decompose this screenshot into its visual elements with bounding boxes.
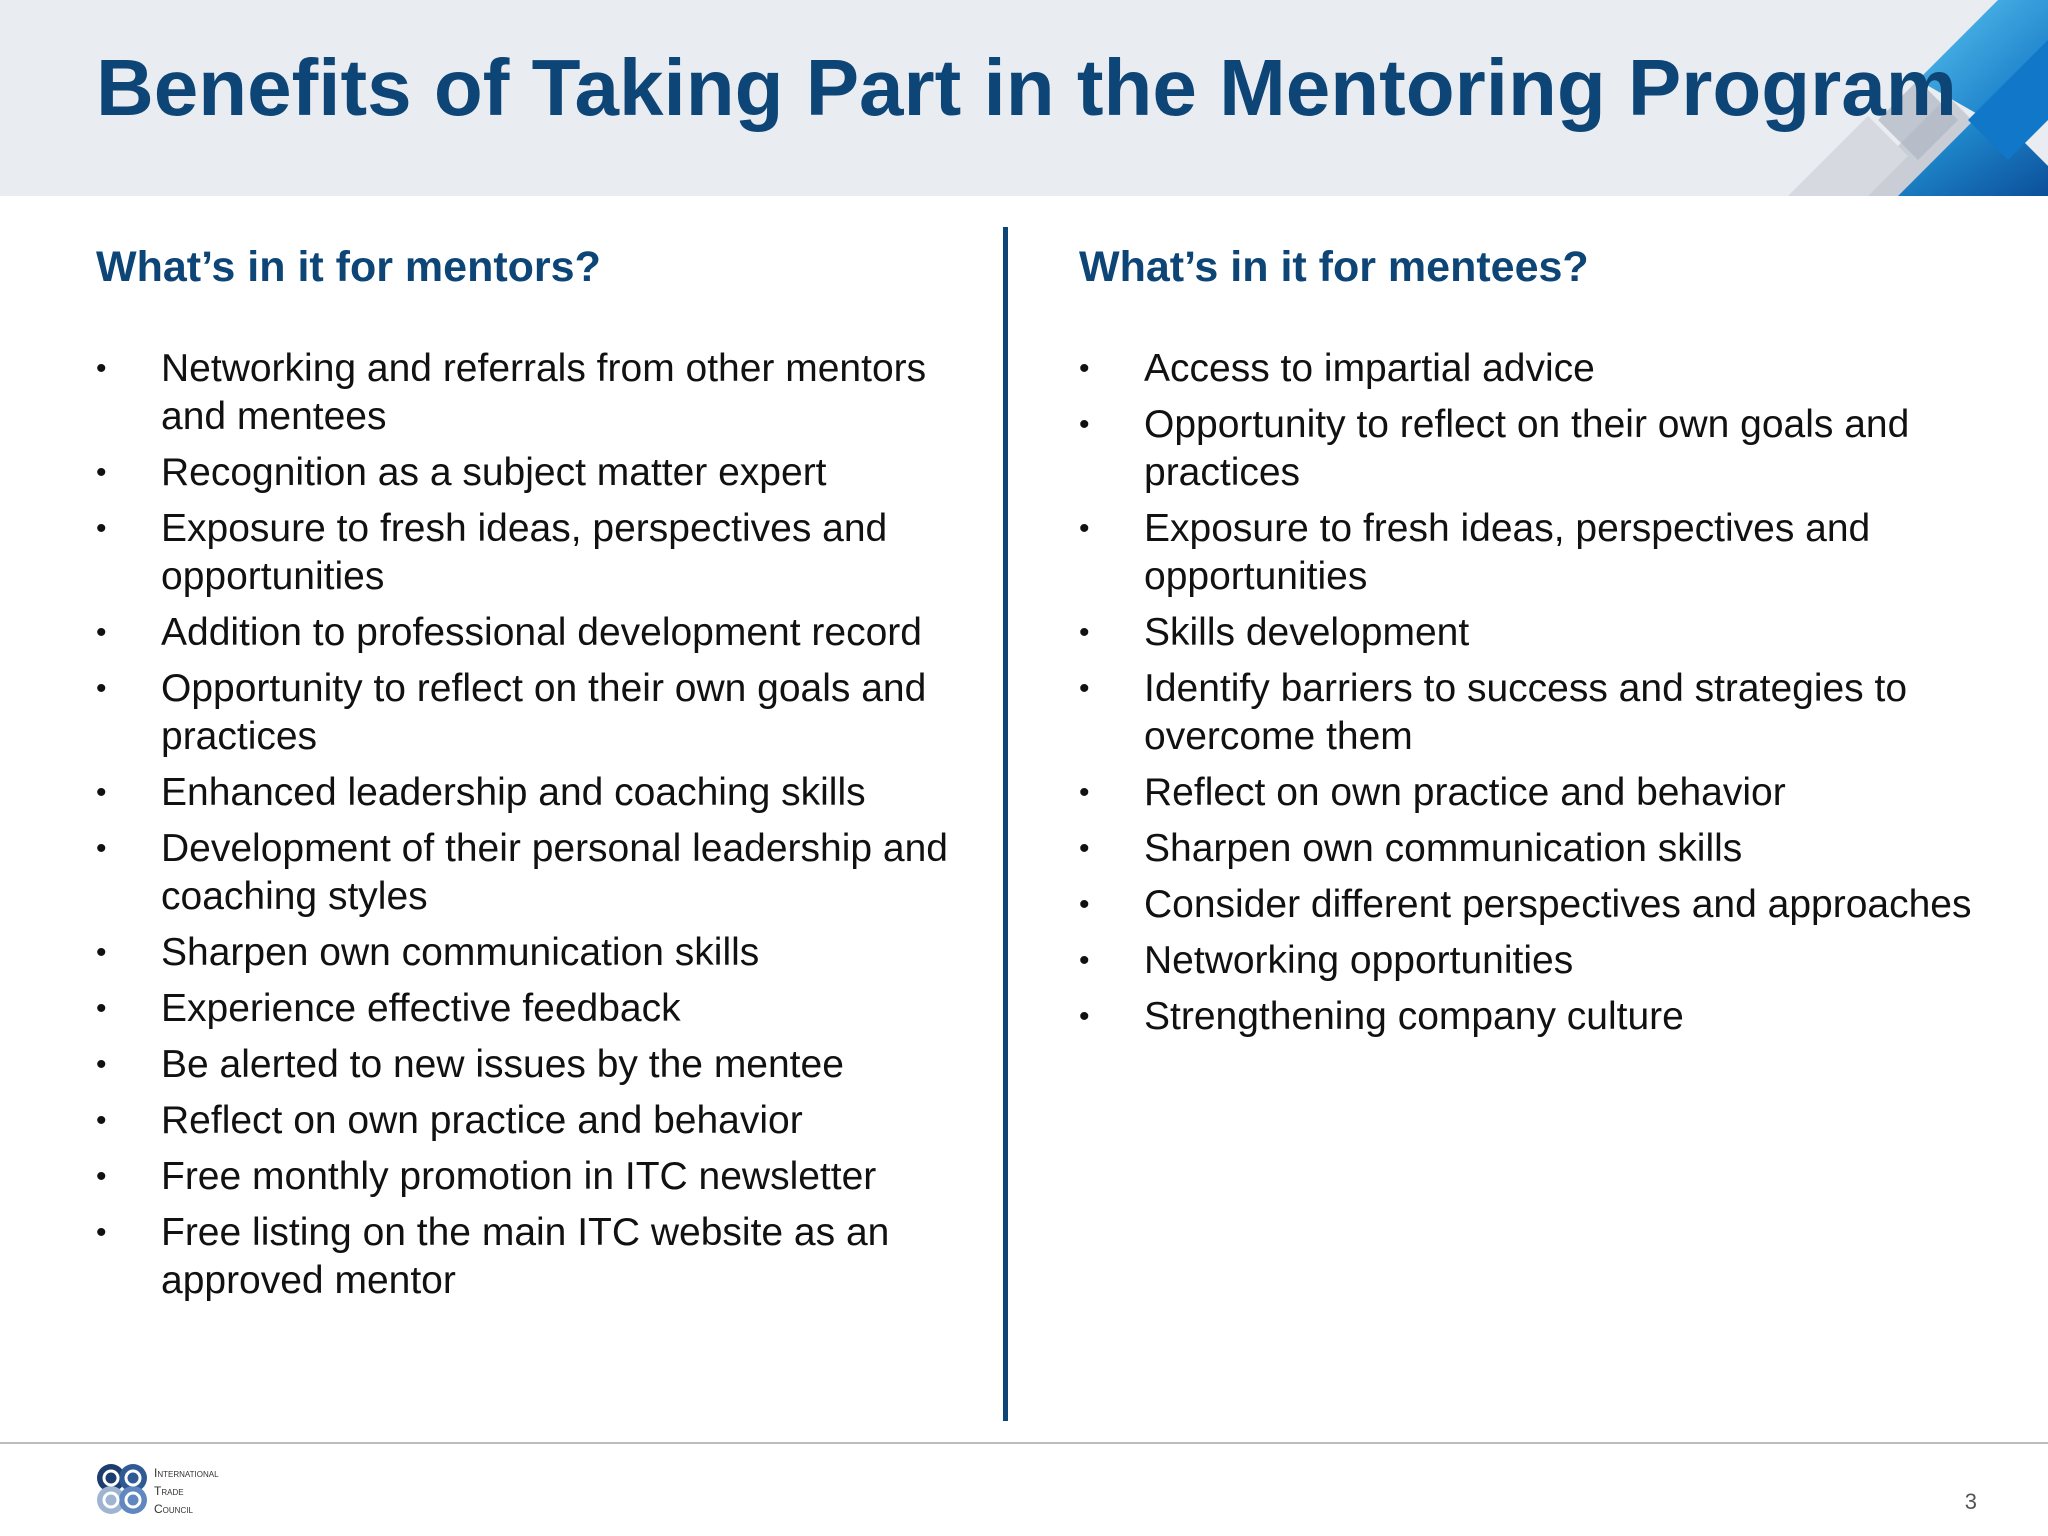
mentees-heading: What’s in it for mentees? bbox=[1079, 243, 1589, 291]
logo-line-1: International bbox=[154, 1466, 219, 1480]
bullet-text: Sharpen own communication skills bbox=[1144, 827, 1743, 870]
bullet-dot-icon: • bbox=[1079, 1000, 1090, 1033]
bullet-item bbox=[1079, 993, 2014, 1041]
bullet-item bbox=[96, 665, 976, 761]
bullet-dot-icon: • bbox=[1079, 944, 1090, 977]
bullet-item bbox=[96, 929, 976, 977]
mentors-column bbox=[96, 236, 976, 1302]
bullet-text: Reflect on own practice and behavior bbox=[1144, 771, 1786, 814]
bullet-text: Development of their personal leadership and coaching styles bbox=[161, 827, 948, 918]
bullet-text: Consider different perspectives and approaches bbox=[1144, 883, 1972, 926]
bullet-dot-icon: • bbox=[96, 992, 107, 1025]
footer-divider bbox=[0, 1442, 2048, 1444]
itc-logo-mark-icon bbox=[94, 1461, 150, 1517]
itc-logo-text bbox=[154, 1464, 219, 1518]
bullet-item bbox=[96, 825, 976, 921]
bullet-dot-icon: • bbox=[96, 512, 107, 545]
bullet-item bbox=[96, 1041, 976, 1089]
bullet-dot-icon: • bbox=[96, 352, 107, 385]
bullet-item bbox=[96, 345, 976, 441]
bullet-text: Opportunity to reflect on their own goals and practices bbox=[161, 667, 927, 758]
bullet-text: Networking opportunities bbox=[1144, 939, 1574, 982]
bullet-dot-icon: • bbox=[96, 616, 107, 649]
mentors-benefits-list bbox=[96, 345, 976, 1313]
bullet-dot-icon: • bbox=[96, 832, 107, 865]
bullet-text: Exposure to fresh ideas, perspectives and opportunities bbox=[1144, 507, 1871, 598]
bullet-dot-icon: • bbox=[96, 1216, 107, 1249]
bullet-dot-icon: • bbox=[96, 936, 107, 969]
bullet-item bbox=[1079, 825, 2014, 873]
mentors-heading: What’s in it for mentors? bbox=[96, 243, 601, 291]
bullet-text: Exposure to fresh ideas, perspectives and opportunities bbox=[161, 507, 888, 598]
bullet-dot-icon: • bbox=[1079, 512, 1090, 545]
bullet-dot-icon: • bbox=[1079, 408, 1090, 441]
bullet-dot-icon: • bbox=[1079, 776, 1090, 809]
bullet-dot-icon: • bbox=[96, 672, 107, 705]
bullet-text: Identify barriers to success and strategies to overcome them bbox=[1144, 667, 1908, 758]
bullet-dot-icon: • bbox=[1079, 888, 1090, 921]
bullet-text: Recognition as a subject matter expert bbox=[161, 451, 827, 494]
bullet-text: Skills development bbox=[1144, 611, 1470, 654]
bullet-item bbox=[1079, 937, 2014, 985]
bullet-text: Enhanced leadership and coaching skills bbox=[161, 771, 866, 814]
bullet-item bbox=[96, 1153, 976, 1201]
bullet-item bbox=[96, 1097, 976, 1145]
bullet-item bbox=[1079, 665, 2014, 761]
column-divider bbox=[1003, 227, 1008, 1421]
bullet-text: Be alerted to new issues by the mentee bbox=[161, 1043, 844, 1086]
bullet-dot-icon: • bbox=[96, 776, 107, 809]
bullet-item bbox=[1079, 345, 2014, 393]
bullet-text: Access to impartial advice bbox=[1144, 347, 1595, 390]
title-banner bbox=[0, 0, 2048, 196]
bullet-dot-icon: • bbox=[1079, 352, 1090, 385]
logo-line-2: Trade bbox=[154, 1484, 184, 1498]
bullet-dot-icon: • bbox=[96, 1048, 107, 1081]
bullet-dot-icon: • bbox=[96, 1160, 107, 1193]
bullet-item bbox=[96, 609, 976, 657]
bullet-text: Addition to professional development record bbox=[161, 611, 922, 654]
bullet-item bbox=[96, 769, 976, 817]
bullet-dot-icon: • bbox=[1079, 672, 1090, 705]
bullet-item bbox=[1079, 401, 2014, 497]
bullet-item bbox=[1079, 505, 2014, 601]
bullet-item bbox=[1079, 769, 2014, 817]
mentees-column bbox=[1079, 236, 2014, 1038]
bullet-dot-icon: • bbox=[1079, 832, 1090, 865]
page-number: 3 bbox=[1964, 1489, 1977, 1514]
bullet-text: Strengthening company culture bbox=[1144, 995, 1684, 1038]
bullet-dot-icon: • bbox=[96, 456, 107, 489]
bullet-text: Free monthly promotion in ITC newsletter bbox=[161, 1155, 877, 1198]
bullet-dot-icon: • bbox=[96, 1104, 107, 1137]
bullet-item bbox=[96, 449, 976, 497]
slide-title: Benefits of Taking Part in the Mentoring Program bbox=[96, 43, 1957, 132]
bullet-text: Opportunity to reflect on their own goals and practices bbox=[1144, 403, 1910, 494]
logo-line-3: Council bbox=[154, 1502, 193, 1516]
bullet-item bbox=[1079, 609, 2014, 657]
bullet-text: Reflect on own practice and behavior bbox=[161, 1099, 803, 1142]
bullet-text: Sharpen own communication skills bbox=[161, 931, 760, 974]
bullet-dot-icon: • bbox=[1079, 616, 1090, 649]
itc-logo bbox=[94, 1461, 314, 1521]
bullet-text: Networking and referrals from other mentors and mentees bbox=[161, 347, 927, 438]
mentees-benefits-list bbox=[1079, 345, 2014, 1049]
bullet-item bbox=[1079, 881, 2014, 929]
bullet-item bbox=[96, 505, 976, 601]
bullet-item bbox=[96, 985, 976, 1033]
bullet-text: Free listing on the main ITC website as an approved mentor bbox=[161, 1211, 890, 1302]
bullet-item bbox=[96, 1209, 976, 1305]
bullet-text: Experience effective feedback bbox=[161, 987, 681, 1030]
